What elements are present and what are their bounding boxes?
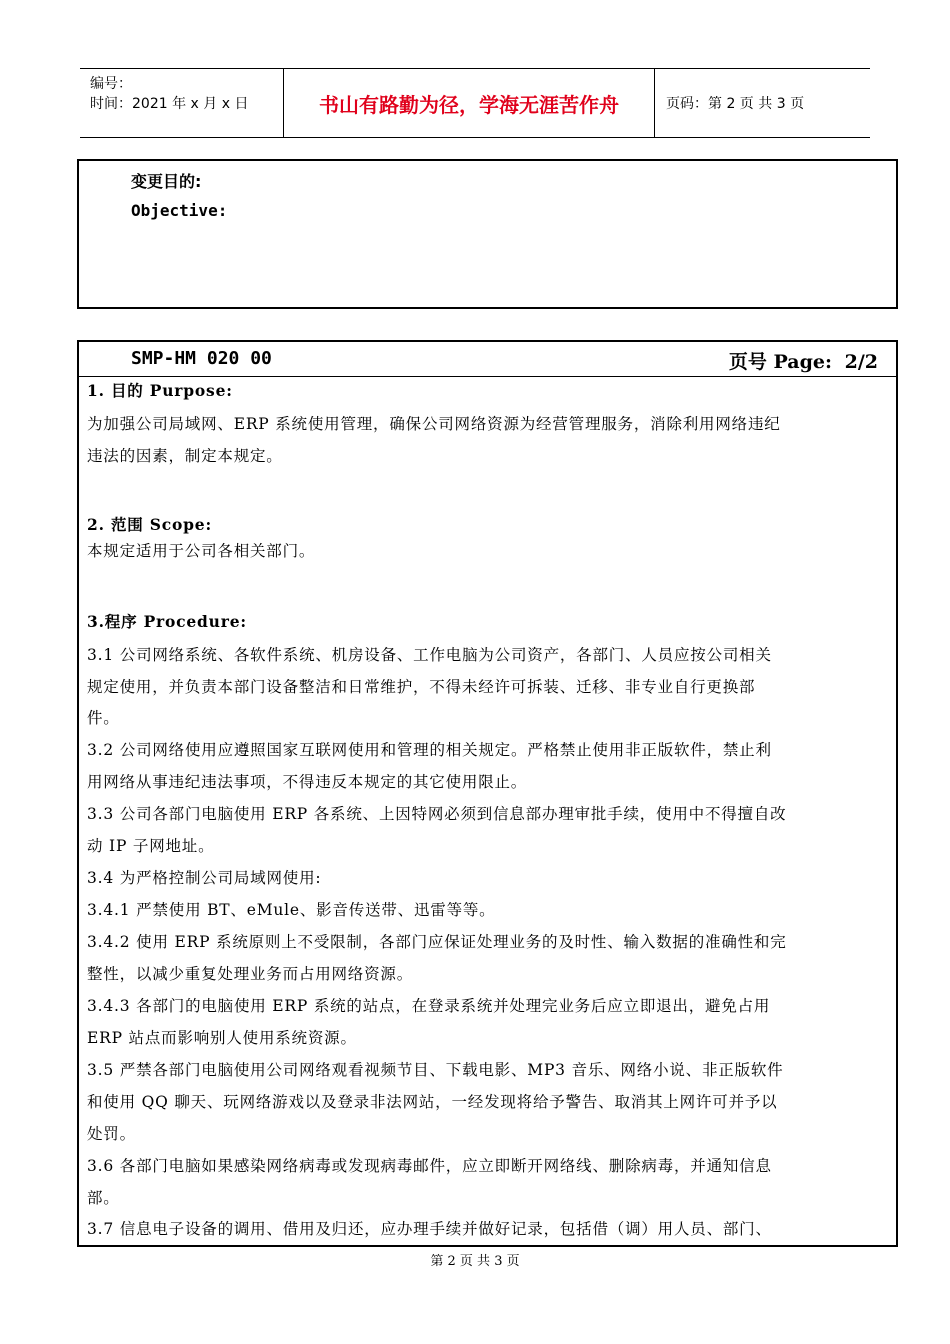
body-line: 为加强公司局域网、ERP 系统使用管理，确保公司网络资源为经营管理服务，消除利用网络违纪 (87, 415, 781, 433)
document-header (80, 68, 870, 138)
body-line: 3.4.1 严禁使用 BT、eMule、影音传送带、迅雷等等。 (87, 901, 496, 919)
objective-cn-label: 变更目的: (131, 172, 202, 191)
body-line: 动 IP 子网地址。 (87, 837, 215, 855)
page-number (723, 347, 878, 374)
body-line: ERP 站点而影响别人使用系统资源。 (87, 1029, 357, 1047)
body-line: 违法的因素，制定本规定。 (87, 447, 283, 465)
objective-box (77, 159, 898, 309)
objective-en-label: Objective: (131, 201, 228, 220)
body-line: 3.5 严禁各部门电脑使用公司网络观看视频节目、下载电影、MP3 音乐、网络小说、非正版软件 (87, 1061, 784, 1079)
date-label: 时间：2021 年 x 月 x 日 (90, 96, 249, 112)
procedure-header (79, 342, 896, 377)
body-line: 3.4 为严格控制公司局域网使用: (87, 869, 322, 887)
body-line: 3.2 公司网络使用应遵照国家互联网使用和管理的相关规定。严格禁止使用非正版软件，禁止利 (87, 741, 772, 759)
page-info: 页码：第 2 页 共 3 页 (666, 96, 805, 112)
body-line: 3.6 各部门电脑如果感染网络病毒或发现病毒邮件，应立即断开网络线、删除病毒，并通知信息 (87, 1157, 772, 1175)
body-line: 整性，以减少重复处理业务而占用网络资源。 (87, 965, 414, 983)
body-line: 处罚。 (87, 1125, 136, 1143)
body-line: 3.4.3 各部门的电脑使用 ERP 系统的站点，在登录系统并处理完业务后应立即退出，避免占用 (87, 997, 771, 1015)
number-label: 编号： (90, 76, 132, 92)
body-line: 3.3 公司各部门电脑使用 ERP 各系统、上因特网必须到信息部办理审批手续，使用中不得擅自改 (87, 805, 787, 823)
page-value: 2/2 (844, 351, 878, 373)
body-line: 3.4.2 使用 ERP 系统原则上不受限制，各部门应保证处理业务的及时性、输入数据的准确性和完 (87, 933, 787, 951)
document-code: SMP-HM 020 00 (131, 348, 272, 369)
body-line: 3.1 公司网络系统、各软件系统、机房设备、工作电脑为公司资产，各部门、人员应按公司相关 (87, 646, 772, 664)
motto-text: 书山有路勤为径，学海无涯苦作舟 (319, 92, 619, 117)
body-line: 用网络从事违纪违法事项，不得违反本规定的其它使用限止。 (87, 773, 528, 791)
body-line: 部。 (87, 1189, 120, 1207)
motto-cell (284, 69, 655, 137)
body-line: 规定使用，并负责本部门设备整洁和日常维护，不得未经许可拆装、迁移、非专业自行更换部 (87, 678, 756, 696)
body-line: 件。 (87, 709, 120, 727)
body-line: 3.7 信息电子设备的调用、借用及归还，应办理手续并做好记录，包括借（调）用人员、部门、 (87, 1220, 772, 1238)
body-line: 和使用 QQ 聊天、玩网络游戏以及登录非法网站，一经发现将给予警告、取消其上网许可并予以 (87, 1093, 778, 1111)
header-meta-cell (80, 69, 284, 137)
body-line: 本规定适用于公司各相关部门。 (87, 542, 316, 560)
procedure-box (77, 340, 898, 1247)
section-purpose-heading: 1. 目的 Purpose: (87, 381, 233, 400)
footer-page-text: 第 2 页 共 3 页 (430, 1254, 520, 1269)
section-scope-heading: 2. 范围 Scope: (87, 515, 212, 534)
page-info-cell (656, 69, 870, 137)
page-footer (0, 1250, 950, 1269)
page-label: 页号 Page: (728, 351, 832, 373)
section-procedure-heading: 3.程序 Procedure: (87, 612, 247, 631)
